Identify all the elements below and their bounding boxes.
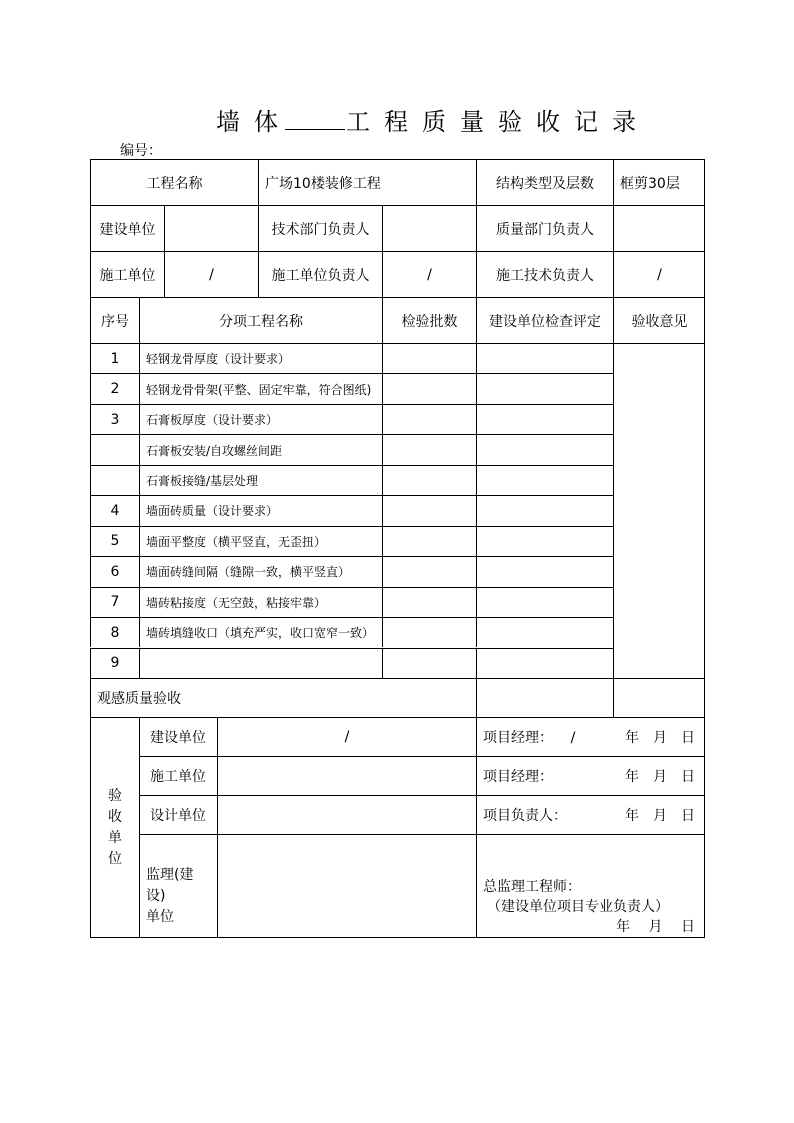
item-seq: 2: [90, 373, 139, 403]
contractor-head-value[interactable]: /: [382, 251, 476, 297]
supervisor-unit-line2: 单位: [146, 909, 174, 925]
date-month: 月: [648, 919, 663, 935]
supervisor-sign-line2: （建设单位项目专业负责人）: [487, 899, 669, 915]
item-batches[interactable]: [382, 465, 476, 495]
item-batches[interactable]: [382, 434, 476, 464]
item-seq: 6: [90, 556, 139, 586]
item-name: 轻钢龙骨骨架(平整、固定牢靠，符合图纸): [139, 373, 382, 403]
date-day: 日: [681, 769, 695, 785]
project-name-value[interactable]: 广场10楼装修工程: [258, 159, 476, 205]
sign-label: 项目经理：: [483, 769, 553, 785]
title-part1: 墙体: [216, 108, 292, 136]
item-name: 墙面砖质量（设计要求）: [139, 495, 382, 525]
sign-date: [625, 766, 695, 786]
sign-left: [483, 766, 593, 786]
item-seq: 7: [90, 587, 139, 617]
item-batches[interactable]: [382, 526, 476, 556]
item-owner-eval[interactable]: [476, 617, 613, 647]
sign-left: [483, 805, 607, 825]
item-batches[interactable]: [382, 617, 476, 647]
visual-quality-label: 观感质量验收: [90, 678, 476, 717]
sign-label: 项目负责人：: [483, 808, 567, 824]
item-name: [139, 648, 382, 678]
contractor-label: 施工单位: [90, 251, 164, 297]
item-seq: [90, 465, 139, 495]
supervisor-unit-line1: 监理(建设): [146, 867, 194, 904]
acceptance-sign-cell: [476, 756, 705, 795]
quality-dept-value[interactable]: [613, 205, 705, 251]
header-owner-eval: 建设单位检查评定: [476, 297, 613, 343]
item-batches[interactable]: [382, 648, 476, 678]
acceptance-form-table: [90, 159, 705, 938]
date-month: 月: [653, 730, 667, 746]
title-blank-underline: [285, 129, 345, 130]
date-day: 日: [681, 730, 695, 746]
item-name: 石膏板接缝/基层处理: [139, 465, 382, 495]
acceptance-label-char: 收: [108, 809, 122, 825]
acceptance-unit-label: [90, 717, 139, 938]
item-seq: 3: [90, 404, 139, 434]
item-seq: 9: [90, 648, 139, 678]
sign-label: 项目经理：: [483, 730, 553, 746]
item-name: 轻钢龙骨厚度（设计要求）: [139, 343, 382, 373]
item-name: 墙砖填缝收口（填充严实，收口宽窄一致）: [139, 617, 382, 647]
quality-dept-label: 质量部门负责人: [476, 205, 613, 251]
item-owner-eval[interactable]: [476, 526, 613, 556]
item-batches[interactable]: [382, 373, 476, 403]
acceptance-sign-cell: [476, 717, 705, 756]
sign-line: [477, 766, 705, 786]
item-owner-eval[interactable]: [476, 648, 613, 678]
item-owner-eval[interactable]: [476, 587, 613, 617]
acceptance-unit-value[interactable]: [217, 756, 476, 795]
date-month: 月: [653, 769, 667, 785]
date-year: 年: [625, 730, 639, 746]
structure-value[interactable]: 框剪30层: [613, 159, 705, 205]
acceptance-unit-value[interactable]: /: [217, 717, 476, 756]
table-bottom-border: [90, 937, 705, 938]
item-seq: 5: [90, 526, 139, 556]
item-batches[interactable]: [382, 404, 476, 434]
item-batches[interactable]: [382, 495, 476, 525]
item-name: 墙砖粘接度（无空鼓，粘接牢靠）: [139, 587, 382, 617]
table-right-border: [704, 159, 705, 938]
acceptance-unit-name: 建设单位: [139, 717, 217, 756]
contractor-tech-value[interactable]: /: [613, 251, 705, 297]
supervisor-date: [616, 917, 699, 937]
item-owner-eval[interactable]: [476, 343, 613, 373]
tech-dept-label: 技术部门负责人: [258, 205, 382, 251]
project-name-label: 工程名称: [90, 159, 258, 205]
owner-label: 建设单位: [90, 205, 164, 251]
item-name: 石膏板安装/自攻螺丝间距: [139, 434, 382, 464]
acceptance-unit-value[interactable]: [217, 795, 476, 834]
header-item-name: 分项工程名称: [139, 297, 382, 343]
sign-line: [477, 805, 705, 825]
date-day: 日: [681, 808, 695, 824]
item-seq: 4: [90, 495, 139, 525]
contractor-head-label: 施工单位负责人: [258, 251, 382, 297]
visual-quality-eval[interactable]: [476, 678, 613, 717]
item-batches[interactable]: [382, 343, 476, 373]
acceptance-unit-name: 设计单位: [139, 795, 217, 834]
code-label: 编号：: [120, 143, 162, 159]
sign-date: [625, 727, 695, 747]
sign-left: [483, 727, 593, 747]
acceptance-unit-name: 施工单位: [139, 756, 217, 795]
header-seq: 序号: [90, 297, 139, 343]
item-name: 石膏板厚度（设计要求）: [139, 404, 382, 434]
title-part2: 工程质量验收记录: [346, 108, 650, 136]
supervisor-sign-line1: 总监理工程师：: [483, 879, 581, 895]
form-title: [0, 100, 794, 136]
date-month: 月: [653, 808, 667, 824]
supervisor-sign-block: [476, 834, 705, 938]
item-owner-eval[interactable]: [476, 465, 613, 495]
structure-label: 结构类型及层数: [476, 159, 613, 205]
header-opinion: 验收意见: [613, 297, 705, 343]
item-owner-eval[interactable]: [476, 404, 613, 434]
item-owner-eval[interactable]: [476, 495, 613, 525]
sign-date: [625, 805, 695, 825]
supervisor-value[interactable]: [217, 834, 476, 938]
item-owner-eval[interactable]: [476, 434, 613, 464]
acceptance-sign-cell: [476, 795, 705, 834]
item-name: 墙面砖缝间隔（缝隙一致，横平竖直）: [139, 556, 382, 586]
tech-dept-value[interactable]: [382, 205, 476, 251]
item-name: 墙面平整度（横平竖直，无歪扭）: [139, 526, 382, 556]
contractor-value[interactable]: /: [164, 251, 258, 297]
item-batches[interactable]: [382, 587, 476, 617]
date-year: 年: [625, 769, 639, 785]
item-seq: [90, 434, 139, 464]
header-batches: 检验批数: [382, 297, 476, 343]
sign-line: [477, 727, 705, 747]
date-year: 年: [616, 919, 631, 935]
item-owner-eval[interactable]: [476, 373, 613, 403]
contractor-tech-label: 施工技术负责人: [476, 251, 613, 297]
date-day: 日: [681, 919, 695, 935]
acceptance-label-char: 验: [108, 788, 122, 804]
item-seq: 8: [90, 617, 139, 647]
owner-value[interactable]: [164, 205, 258, 251]
visual-quality-opinion[interactable]: [613, 678, 705, 717]
item-batches[interactable]: [382, 556, 476, 586]
supervisor-unit-label: [139, 834, 217, 938]
item-owner-eval[interactable]: [476, 556, 613, 586]
acceptance-label-char: 单: [108, 830, 122, 846]
acceptance-label-char: 位: [108, 851, 122, 867]
sign-value[interactable]: /: [570, 730, 576, 746]
item-seq: 1: [90, 343, 139, 373]
date-year: 年: [625, 808, 639, 824]
opinion-merged-cell[interactable]: [613, 343, 705, 678]
